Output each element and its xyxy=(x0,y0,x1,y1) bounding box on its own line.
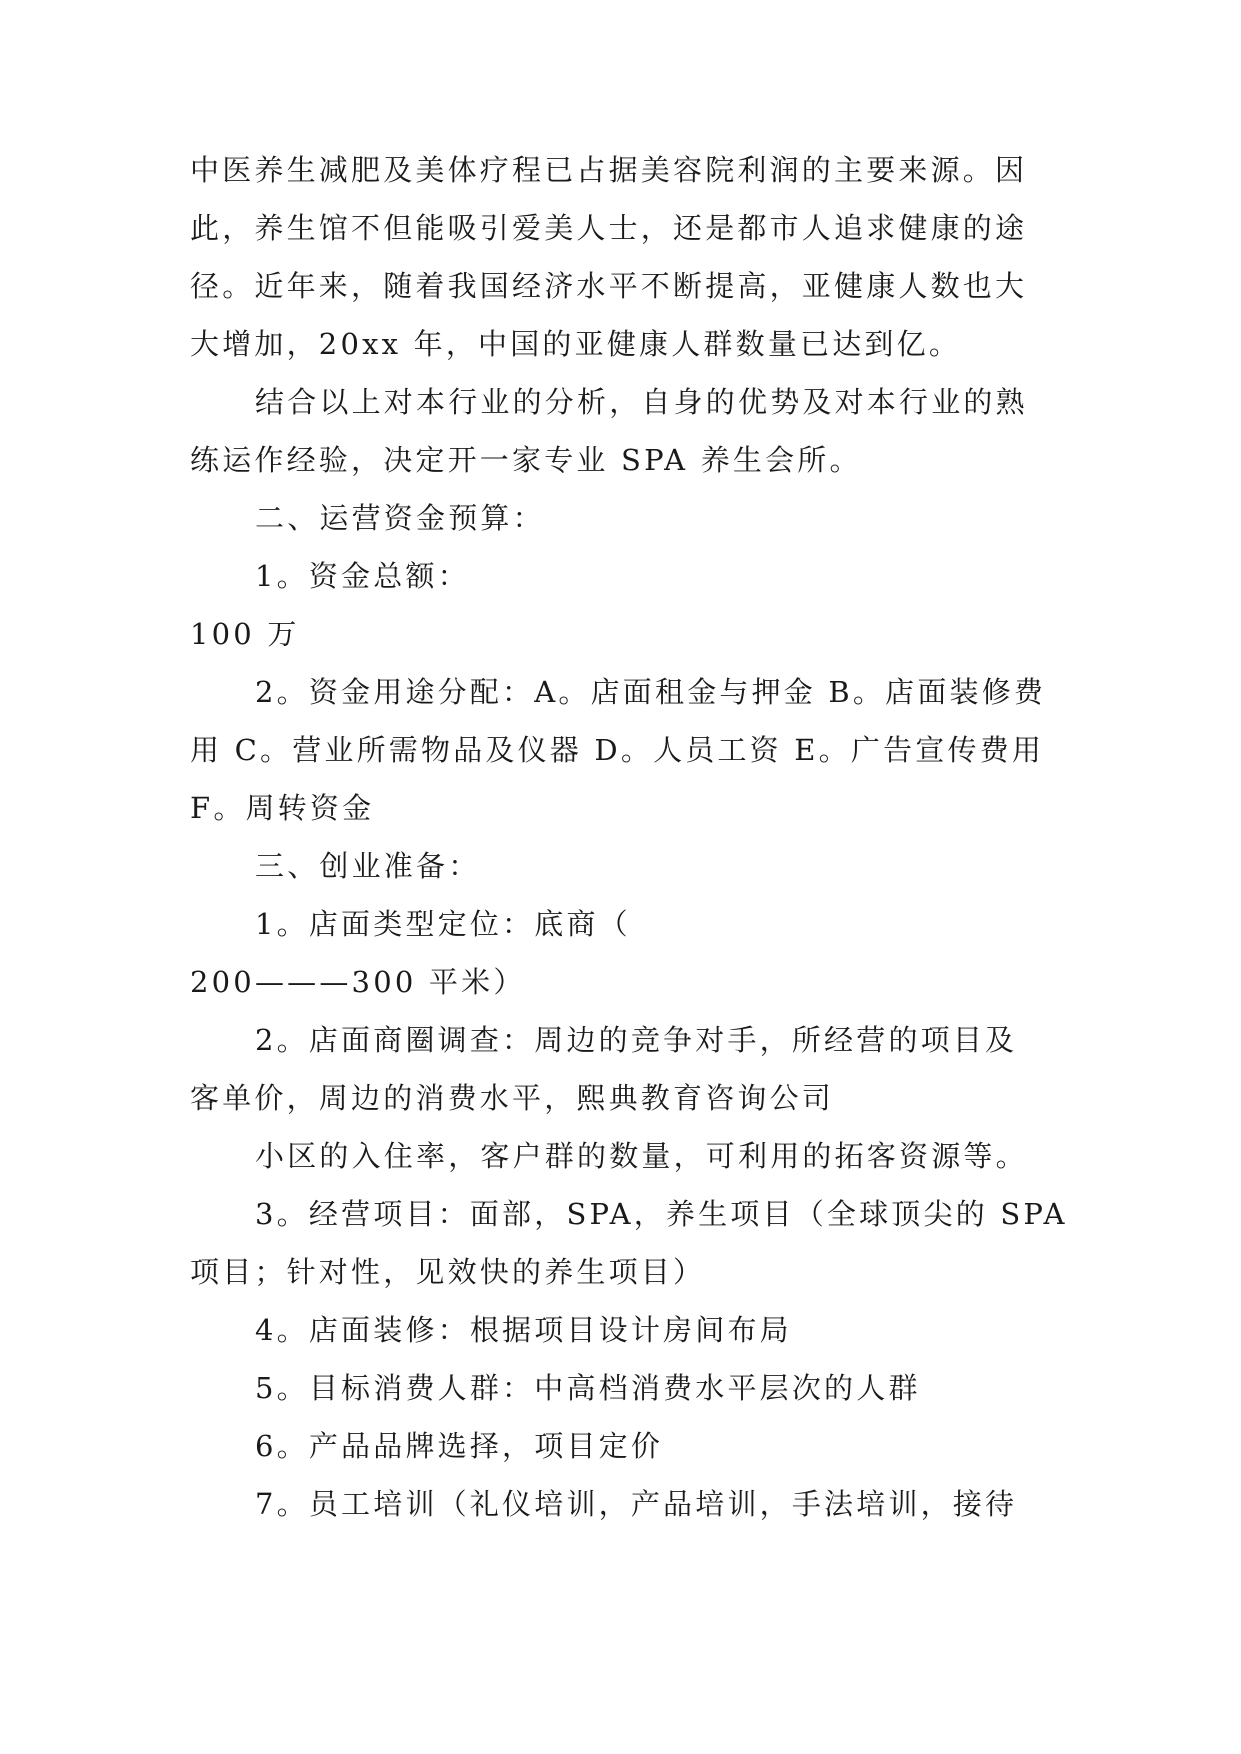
text-line: 小区的入住率，客户群的数量，可利用的拓客资源等。 xyxy=(255,1139,1028,1173)
text-line: 4。店面装修：根据项目设计房间布局 xyxy=(255,1313,792,1347)
text-line: 3。经营项目：面部，SPA，养生项目（全球顶尖的 SPA xyxy=(255,1197,1068,1231)
text-line: 大增加，20xx 年，中国的亚健康人群数量已达到亿。 xyxy=(190,327,962,361)
text-line: 用 C。营业所需物品及仪器 D。人员工资 E。广告宣传费用 xyxy=(190,733,1045,767)
section-heading: 二、运营资金预算： xyxy=(255,501,545,535)
text-line: 1。资金总额： xyxy=(255,559,470,593)
text-line: F。周转资金 xyxy=(190,791,375,825)
text-line: 练运作经验，决定开一家专业 SPA 养生会所。 xyxy=(190,443,862,477)
text-line: 项目；针对性，见效快的养生项目） xyxy=(190,1255,706,1289)
text-line: 结合以上对本行业的分析，自身的优势及对本行业的熟 xyxy=(255,385,1028,419)
text-line: 5。目标消费人群：中高档消费水平层次的人群 xyxy=(255,1371,921,1405)
text-line: 2。店面商圈调查：周边的竞争对手，所经营的项目及 xyxy=(255,1023,1018,1057)
text-line: 1。店面类型定位：底商（ xyxy=(255,907,631,941)
text-line: 2。资金用途分配：A。店面租金与押金 B。店面装修费 xyxy=(255,675,1047,709)
text-line: 200———300 平米） xyxy=(190,965,526,999)
text-line: 中医养生减肥及美体疗程已占据美容院利润的主要来源。因 xyxy=(190,153,1028,187)
text-line: 6。产品品牌选择，项目定价 xyxy=(255,1429,664,1463)
text-line: 100 万 xyxy=(190,617,300,651)
text-line: 7。员工培训（礼仪培训，产品培训，手法培训，接待 xyxy=(255,1487,1018,1521)
section-heading: 三、创业准备： xyxy=(255,849,481,883)
text-line: 客单价，周边的消费水平，熙典教育咨询公司 xyxy=(190,1081,835,1115)
text-line: 此，养生馆不但能吸引爱美人士，还是都市人追求健康的途 xyxy=(190,211,1028,245)
text-line: 径。近年来，随着我国经济水平不断提高，亚健康人数也大 xyxy=(190,269,1028,303)
